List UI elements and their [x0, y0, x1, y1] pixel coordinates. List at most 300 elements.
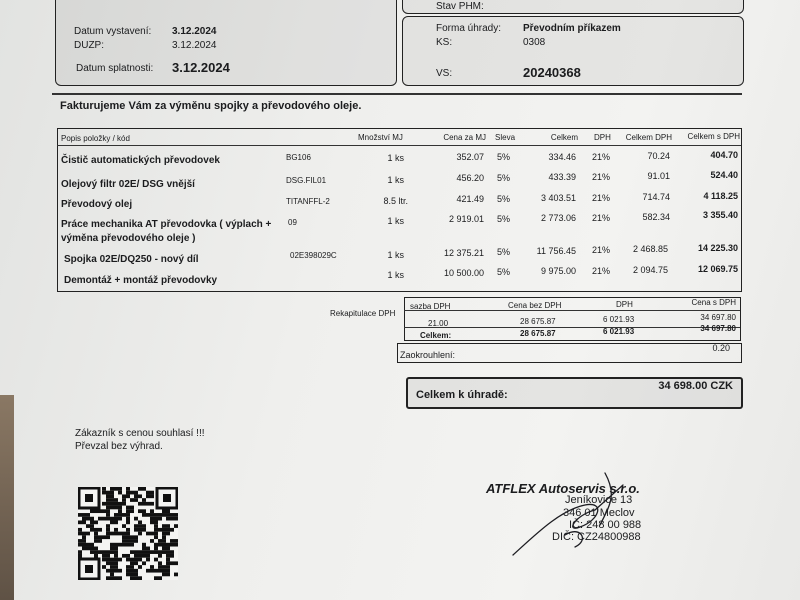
qr-module	[94, 520, 98, 524]
rounding-value: 0.20	[712, 343, 730, 353]
qr-module	[150, 491, 154, 495]
qr-module	[162, 535, 166, 539]
qr-module	[154, 543, 158, 547]
qr-module	[174, 524, 178, 528]
qr-module	[98, 535, 102, 539]
qr-module	[106, 502, 110, 506]
qr-module	[150, 550, 154, 554]
qr-module	[134, 528, 138, 532]
row-total: 2 773.06	[540, 213, 576, 223]
qr-module	[162, 509, 166, 513]
row-qty: 1 ks	[387, 216, 404, 226]
qr-module	[126, 491, 130, 495]
qr-module	[86, 517, 90, 521]
qr-module	[134, 576, 138, 580]
qr-module	[102, 554, 106, 558]
qr-module	[126, 509, 130, 513]
qr-module	[146, 513, 150, 517]
qr-module	[174, 573, 178, 577]
qr-module	[126, 565, 130, 569]
qr-module	[166, 509, 170, 513]
qr-module	[142, 487, 146, 491]
qr-module	[110, 491, 114, 495]
qr-module	[126, 517, 130, 521]
qr-module	[158, 565, 162, 569]
qr-module	[142, 513, 146, 517]
qr-module	[82, 547, 86, 551]
row-qty: 1 ks	[387, 250, 404, 260]
qr-module	[130, 576, 134, 580]
qr-module	[126, 506, 130, 510]
row-desc: Práce mechanika AT převodovka ( výplach +	[61, 219, 272, 230]
qr-module	[122, 532, 126, 536]
qr-module	[110, 532, 114, 536]
qr-module	[130, 509, 134, 513]
stav-phm-label: Stav PHM:	[436, 1, 484, 12]
qr-module	[102, 509, 106, 513]
qr-module	[114, 502, 118, 506]
recap-label: Rekapitulace DPH	[330, 309, 396, 318]
qr-module	[150, 517, 154, 521]
row-code: 02E398029C	[290, 251, 337, 260]
row-discount: 5%	[497, 194, 511, 204]
qr-module	[106, 498, 110, 502]
qr-module	[122, 513, 126, 517]
col-total-vat-header: Celkem s DPH	[687, 132, 740, 141]
recap-vat: 6 021.93	[603, 315, 635, 324]
qr-module	[114, 550, 118, 554]
qr-module	[134, 573, 138, 577]
qr-module	[114, 554, 118, 558]
col-price-header: Cena za MJ	[443, 133, 486, 142]
qr-module	[146, 558, 150, 562]
qr-module	[126, 535, 130, 539]
qr-module	[98, 528, 102, 532]
qr-module	[150, 513, 154, 517]
forma-uhrady-label: Forma úhrady:	[436, 23, 502, 34]
recap-sum-label: Celkem:	[420, 331, 452, 340]
row-desc: Čistič automatických převodovek	[61, 155, 220, 166]
qr-module	[162, 513, 166, 517]
qr-module	[158, 513, 162, 517]
qr-module	[102, 517, 106, 521]
qr-module	[130, 558, 134, 562]
row-total-vat: 524.40	[710, 170, 738, 180]
qr-module	[174, 539, 178, 543]
qr-module	[126, 554, 130, 558]
qr-module	[78, 532, 82, 536]
qr-module	[158, 554, 162, 558]
row-vat: 21%	[592, 245, 611, 255]
qr-module	[114, 498, 118, 502]
qr-module	[154, 532, 158, 536]
recap-col-rate: sazba DPH	[410, 302, 451, 311]
qr-module	[130, 573, 134, 577]
qr-module	[110, 494, 114, 498]
qr-module	[154, 550, 158, 554]
qr-module	[150, 569, 154, 573]
qr-module	[118, 509, 122, 513]
qr-module	[118, 506, 122, 510]
qr-module	[106, 491, 110, 495]
qr-module	[106, 535, 110, 539]
forma-uhrady-value: Převodním příkazem	[523, 23, 621, 34]
qr-module	[90, 550, 94, 554]
qr-module	[142, 547, 146, 551]
qr-module	[146, 547, 150, 551]
duzp-label: DUZP:	[74, 40, 104, 51]
qr-module	[146, 494, 150, 498]
stamp-ic: IČ: 248 00 988	[569, 519, 642, 531]
qr-module	[146, 554, 150, 558]
qr-module	[154, 576, 158, 580]
qr-module	[162, 573, 166, 577]
qr-module	[82, 520, 86, 524]
qr-module	[106, 558, 110, 562]
qr-module	[142, 498, 146, 502]
qr-module	[98, 550, 102, 554]
row-total-vat: 404.70	[710, 150, 738, 160]
recap-total: 34 697.80	[700, 313, 736, 322]
qr-module	[110, 520, 114, 524]
qr-module	[78, 528, 82, 532]
qr-module	[106, 532, 110, 536]
qr-module	[114, 517, 118, 521]
intro-text: Fakturujeme Vám za výměnu spojky a převodového oleje.	[60, 100, 362, 112]
recap-col-vat: DPH	[616, 300, 633, 309]
qr-module	[146, 491, 150, 495]
qr-module	[130, 565, 134, 569]
qr-module	[154, 569, 158, 573]
row-total-vat: 3 355.40	[702, 210, 738, 220]
qr-module	[142, 543, 146, 547]
ks-label: KS:	[436, 37, 453, 48]
qr-module	[154, 558, 158, 562]
qr-module	[94, 547, 98, 551]
qr-module	[106, 509, 110, 513]
qr-module	[102, 558, 106, 562]
row-desc-line2: výměna převodového oleje )	[61, 233, 196, 244]
qr-module	[106, 524, 110, 528]
qr-module	[162, 547, 166, 551]
row-vat-total: 2 094.75	[632, 265, 668, 275]
qr-module	[86, 524, 90, 528]
qr-module	[162, 532, 166, 536]
qr-module	[110, 543, 114, 547]
qr-module	[126, 558, 130, 562]
qr-module	[174, 513, 178, 517]
row-total-vat: 12 069.75	[697, 264, 738, 274]
row-vat-total: 70.24	[647, 151, 670, 161]
qr-module	[134, 554, 138, 558]
row-vat: 21%	[592, 172, 611, 182]
qr-module	[114, 547, 118, 551]
qr-module	[166, 561, 170, 565]
qr-module	[142, 554, 146, 558]
qr-module	[162, 569, 166, 573]
qr-module	[110, 569, 114, 573]
qr-module	[154, 547, 158, 551]
qr-module	[146, 569, 150, 573]
qr-module	[174, 561, 178, 565]
vs-value: 20240368	[523, 65, 581, 80]
qr-module	[154, 520, 158, 524]
col-qty-header: Množství MJ	[358, 133, 403, 142]
qr-module	[82, 539, 86, 543]
row-price: 10 500.00	[443, 268, 484, 278]
qr-module	[118, 569, 122, 573]
qr-module	[138, 550, 142, 554]
qr-module	[106, 494, 110, 498]
qr-module	[106, 569, 110, 573]
qr-module	[158, 550, 162, 554]
qr-module	[78, 539, 82, 543]
row-qty: 1 ks	[387, 270, 404, 280]
qr-module	[98, 517, 102, 521]
qr-module	[110, 576, 114, 580]
qr-module	[130, 561, 134, 565]
qr-module	[118, 513, 122, 517]
qr-module	[90, 520, 94, 524]
qr-module	[166, 565, 170, 569]
qr-module	[166, 528, 170, 532]
col-total-header: Celkem	[550, 133, 578, 142]
qr-module	[118, 491, 122, 495]
qr-module	[82, 517, 86, 521]
qr-module	[114, 558, 118, 562]
qr-module	[126, 520, 130, 524]
qr-module	[166, 513, 170, 517]
row-code: 09	[288, 218, 297, 227]
qr-module	[110, 547, 114, 551]
qr-module	[166, 543, 170, 547]
qr-module	[166, 547, 170, 551]
qr-module	[122, 502, 126, 506]
qr-module	[150, 532, 154, 536]
recap-header-divider	[404, 310, 740, 311]
qr-module	[110, 506, 114, 510]
qr-module	[166, 524, 170, 528]
qr-module	[154, 535, 158, 539]
qr-module	[114, 513, 118, 517]
col-vat-total-header: Celkem DPH	[625, 133, 672, 142]
qr-module	[138, 487, 142, 491]
row-desc: Převodový olej	[61, 199, 133, 210]
stamp-street: Jeníkovice 13	[565, 494, 633, 506]
qr-module	[106, 561, 110, 565]
qr-module	[138, 524, 142, 528]
datum-vystaveni-value: 3.12.2024	[172, 26, 217, 37]
stamp-dic: DIČ: CZ24800988	[552, 531, 641, 543]
qr-module	[118, 517, 122, 521]
qr-module	[94, 535, 98, 539]
qr-module	[90, 547, 94, 551]
qr-module	[110, 498, 114, 502]
qr-module	[166, 569, 170, 573]
row-total: 334.46	[548, 152, 576, 162]
qr-module	[170, 539, 174, 543]
qr-module	[162, 539, 166, 543]
qr-module	[154, 517, 158, 521]
qr-module	[126, 494, 130, 498]
row-discount: 5%	[497, 267, 511, 277]
qr-module	[110, 517, 114, 521]
qr-module	[118, 502, 122, 506]
qr-module	[82, 513, 86, 517]
qr-module	[110, 550, 114, 554]
row-price: 2 919.01	[448, 214, 484, 224]
qr-module	[150, 509, 154, 513]
qr-module	[154, 513, 158, 517]
qr-module	[78, 543, 82, 547]
row-discount: 5%	[497, 152, 511, 162]
qr-module	[150, 539, 154, 543]
qr-module	[90, 528, 94, 532]
duzp-value: 3.12.2024	[172, 40, 217, 51]
qr-module	[146, 550, 150, 554]
qr-module	[122, 498, 126, 502]
qr-module	[146, 532, 150, 536]
qr-module	[158, 543, 162, 547]
qr-module	[126, 573, 130, 577]
qr-module	[134, 550, 138, 554]
qr-module	[142, 528, 146, 532]
customer-agreement: Zákazník s cenou souhlasí !!!	[75, 428, 205, 439]
qr-module	[106, 550, 110, 554]
recap-col-total: Cena s DPH	[691, 298, 736, 307]
qr-module	[86, 532, 90, 536]
qr-module	[102, 491, 106, 495]
qr-module	[82, 535, 86, 539]
qr-module	[90, 509, 94, 513]
qr-module	[166, 517, 170, 521]
qr-module	[78, 550, 82, 554]
qr-module	[82, 532, 86, 536]
qr-module	[90, 543, 94, 547]
row-code: BG106	[286, 153, 311, 162]
qr-module	[130, 569, 134, 573]
table-surface	[0, 395, 14, 600]
qr-module	[162, 550, 166, 554]
qr-module	[118, 576, 122, 580]
qr-module	[78, 554, 82, 558]
qr-module	[162, 524, 166, 528]
qr-module	[122, 543, 126, 547]
row-total-vat: 14 225.30	[697, 243, 738, 253]
qr-module	[122, 524, 126, 528]
signature	[505, 465, 635, 560]
qr-module	[134, 569, 138, 573]
qr-module	[174, 517, 178, 521]
qr-module	[114, 532, 118, 536]
qr-module	[130, 498, 134, 502]
qr-module	[138, 532, 142, 536]
qr-module	[134, 498, 138, 502]
row-total: 433.39	[548, 172, 576, 182]
qr-module	[138, 520, 142, 524]
table-header-divider	[57, 145, 741, 146]
qr-module	[142, 550, 146, 554]
qr-module	[102, 565, 106, 569]
qr-module	[126, 532, 130, 536]
qr-module	[106, 517, 110, 521]
qr-module	[94, 528, 98, 532]
row-price: 352.07	[456, 152, 484, 162]
col-vat-header: DPH	[594, 133, 611, 142]
qr-module	[118, 532, 122, 536]
qr-module	[154, 524, 158, 528]
qr-module	[162, 565, 166, 569]
qr-module	[158, 539, 162, 543]
qr-module	[158, 561, 162, 565]
qr-module	[158, 528, 162, 532]
row-vat-total: 2 468.85	[632, 244, 668, 254]
qr-module	[106, 554, 110, 558]
qr-module	[122, 494, 126, 498]
qr-module	[122, 535, 126, 539]
qr-module	[170, 528, 174, 532]
qr-module	[90, 524, 94, 528]
qr-module	[114, 487, 118, 491]
row-total: 11 756.45	[536, 246, 576, 256]
qr-module	[126, 513, 130, 517]
row-qty: 1 ks	[387, 175, 404, 185]
row-price: 12 375.21	[443, 248, 484, 258]
qr-module	[170, 517, 174, 521]
row-desc: Spojka 02E/DQ250 - nový díl	[64, 254, 199, 265]
qr-module	[130, 539, 134, 543]
qr-module	[158, 517, 162, 521]
qr-module	[150, 502, 154, 506]
datum-splatnosti-label: Datum splatnosti:	[76, 63, 154, 74]
qr-module	[138, 558, 142, 562]
row-vat: 21%	[592, 266, 611, 276]
qr-module	[170, 513, 174, 517]
qr-module	[166, 532, 170, 536]
qr-module	[78, 513, 82, 517]
qr-module	[134, 539, 138, 543]
qr-module	[114, 561, 118, 565]
row-price: 456.20	[456, 173, 484, 183]
qr-module	[78, 520, 82, 524]
row-vat: 21%	[592, 193, 611, 203]
qr-module	[162, 528, 166, 532]
row-vat: 21%	[592, 213, 611, 223]
qr-module	[138, 554, 142, 558]
qr-module	[166, 558, 170, 562]
qr-module	[110, 565, 114, 569]
qr-module	[98, 509, 102, 513]
qr-module	[166, 554, 170, 558]
qr-module	[114, 543, 118, 547]
qr-module	[142, 524, 146, 528]
qr-module	[130, 535, 134, 539]
qr-module	[170, 543, 174, 547]
qr-module	[110, 487, 114, 491]
row-discount: 5%	[497, 173, 511, 183]
qr-module	[102, 535, 106, 539]
row-discount: 5%	[497, 247, 511, 257]
qr-module	[126, 569, 130, 573]
qr-module	[114, 520, 118, 524]
grand-total-value: 34 698.00 CZK	[658, 380, 733, 392]
row-total-vat: 4 118.25	[703, 191, 738, 201]
qr-module	[166, 573, 170, 577]
recap-rate: 21.00	[428, 319, 449, 328]
qr-module	[154, 528, 158, 532]
qr-module	[106, 513, 110, 517]
qr-module	[114, 565, 118, 569]
